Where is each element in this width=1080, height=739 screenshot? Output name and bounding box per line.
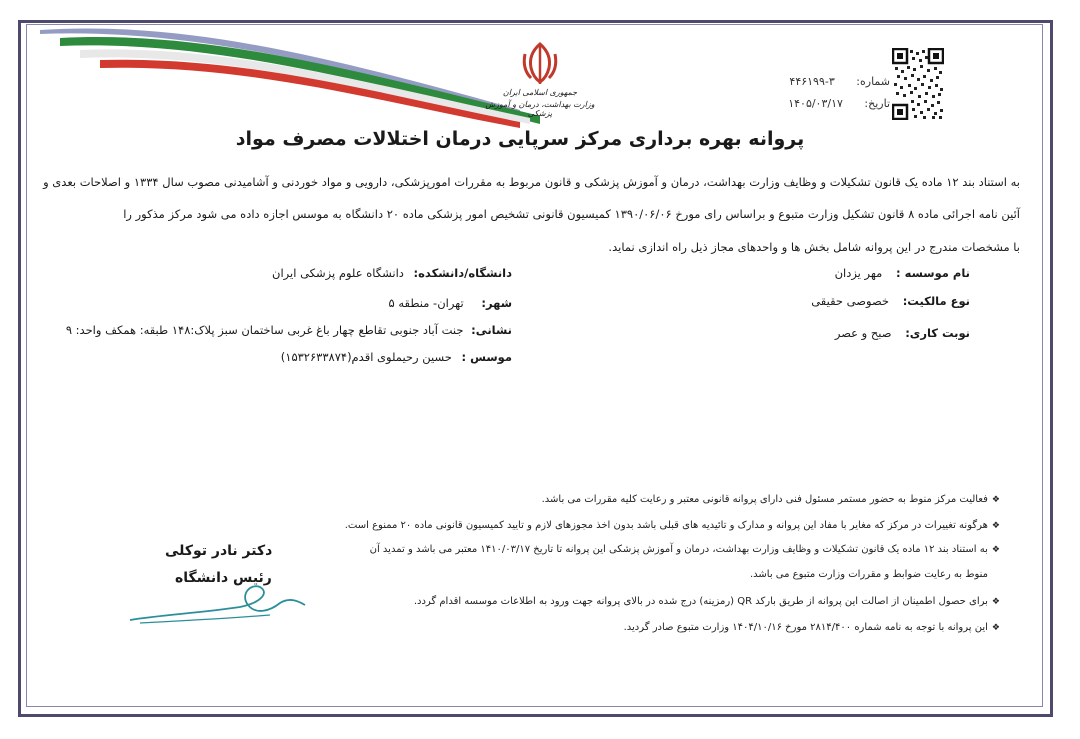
number-row (789, 75, 890, 88)
bullet-icon: ❖ (991, 495, 1000, 505)
date-label: تاریخ: (864, 97, 890, 110)
signatory-name: دکتر نادر توکلی (165, 543, 273, 559)
ownership-field (811, 294, 970, 308)
date-value: ۱۴۰۵/۰۳/۱۷ (788, 97, 843, 110)
signatory-role: رئیس دانشگاه (175, 570, 272, 586)
ministry-caption: وزارت بهداشت، درمان و آموزش پزشکی (485, 100, 595, 118)
bullet-icon: ❖ (991, 623, 1000, 633)
intro-line-1: به استناد بند ۱۲ ماده یک قانون تشکیلات و وظایف وزارت بهداشت، درمان و آموزش پزشکی و قانون مربوط به مقررات امورپزشکی، دارویی و مواد خوردنی و آشامیدنی مصوب سال ۱۳۳۴ و اصلاحات بعدی و (43, 175, 1020, 189)
shift-field (835, 326, 970, 340)
university-value: دانشگاه علوم پزشکی ایران (272, 266, 404, 280)
bullet-icon: ❖ (991, 521, 1000, 531)
note-3: ❖به استناد بند ۱۲ ماده یک قانون تشکیلات و وظایف وزارت بهداشت، درمان و آموزش پزشکی این پروانه تا تاریخ ۱۴۱۰/۰۳/۱۷ معتبر می باشد و تمدید آن (369, 544, 1000, 555)
ownership-value: خصوصی حقیقی (811, 294, 890, 308)
number-label: شماره: (856, 75, 890, 88)
address-label: نشانی: (471, 323, 512, 337)
iran-emblem-icon (515, 40, 565, 86)
document-title: پروانه بهره برداری مرکز سرپایی درمان اختلالات مصرف مواد (235, 128, 805, 150)
city-value: تهران- منطقه ۵ (388, 296, 464, 310)
republic-caption: جمهوری اسلامی ایران (502, 88, 578, 97)
note-2: ❖هرگونه تغییرات در مرکز که مغایر با مفاد این پروانه و مدارک و تائیدیه های قبلی باشد بدون اخذ مجوزهای لازم و تایید کمیسیون قانونی ماده ۲۰ ممنوع است. (344, 520, 1000, 531)
note-4: ❖برای حصول اطمینان از اصالت این پروانه از طریق بارکد QR (رمزینه) درج شده در بالای پروانه جهت ورود به اطلاعات موسسه اقدام گردد. (413, 596, 1000, 607)
university-field (272, 266, 512, 280)
qr-code-icon[interactable] (892, 48, 944, 120)
bullet-icon: ❖ (991, 545, 1000, 555)
address-field (66, 323, 512, 337)
founder-value: حسین رحیملوی اقدم(۱۵۳۲۶۳۳۸۷۴) (280, 350, 452, 364)
number-value: ۳-۴۴۶۱۹۹ (789, 75, 835, 88)
note-1: ❖فعالیت مرکز منوط به حضور مستمر مسئول فنی دارای پروانه قانونی معتبر و رعایت کلیه مقررات می باشد. (541, 494, 1000, 505)
intro-line-3: با مشخصات مندرج در این پروانه شامل بخش ها و واحدهای مجاز ذیل راه اندازی نماید. (608, 240, 1020, 254)
bullet-icon: ❖ (991, 597, 1000, 607)
note-3-continued: منوط به رعایت ضوابط و مقررات وزارت متبوع می باشد. (749, 569, 988, 580)
note-5: ❖این پروانه با توجه به نامه شماره ۲۸۱۴/۴۰۰ مورخ ۱۴۰۴/۱۰/۱۶ وزارت متبوع صادر گردید. (623, 622, 1000, 633)
institution-label: نام موسسه : (896, 266, 970, 280)
intro-line-2: آئین نامه اجرائی ماده ۸ قانون تشکیل وزارت متبوع و براساس رای مورخ ۱۳۹۰/۰۶/۰۶ کمیسیون قانونی تشخیص امور پزشکی ماده ۲۰ دانشگاه به موسس اجازه داده می شود مرکز مذکور را (123, 207, 1020, 221)
university-label: دانشگاه/دانشکده: (413, 266, 512, 280)
institution-value: مهر یزدان (834, 266, 883, 280)
shift-value: صبح و عصر (834, 326, 892, 340)
city-field (389, 296, 513, 310)
city-label: شهر: (481, 296, 512, 310)
handwritten-signature (120, 575, 310, 635)
ownership-label: نوع مالکیت: (902, 294, 970, 308)
institution-field (835, 266, 970, 280)
founder-field (281, 350, 512, 364)
founder-label: موسس : (461, 350, 512, 364)
shift-label: نوبت کاری: (905, 326, 970, 340)
address-value: جنت آباد جنوبی تقاطع چهار باغ غربی ساختمان سبز پلاک:۱۴۸ طبقه: همکف واحد: ۹ (65, 323, 464, 337)
date-row (788, 97, 890, 110)
